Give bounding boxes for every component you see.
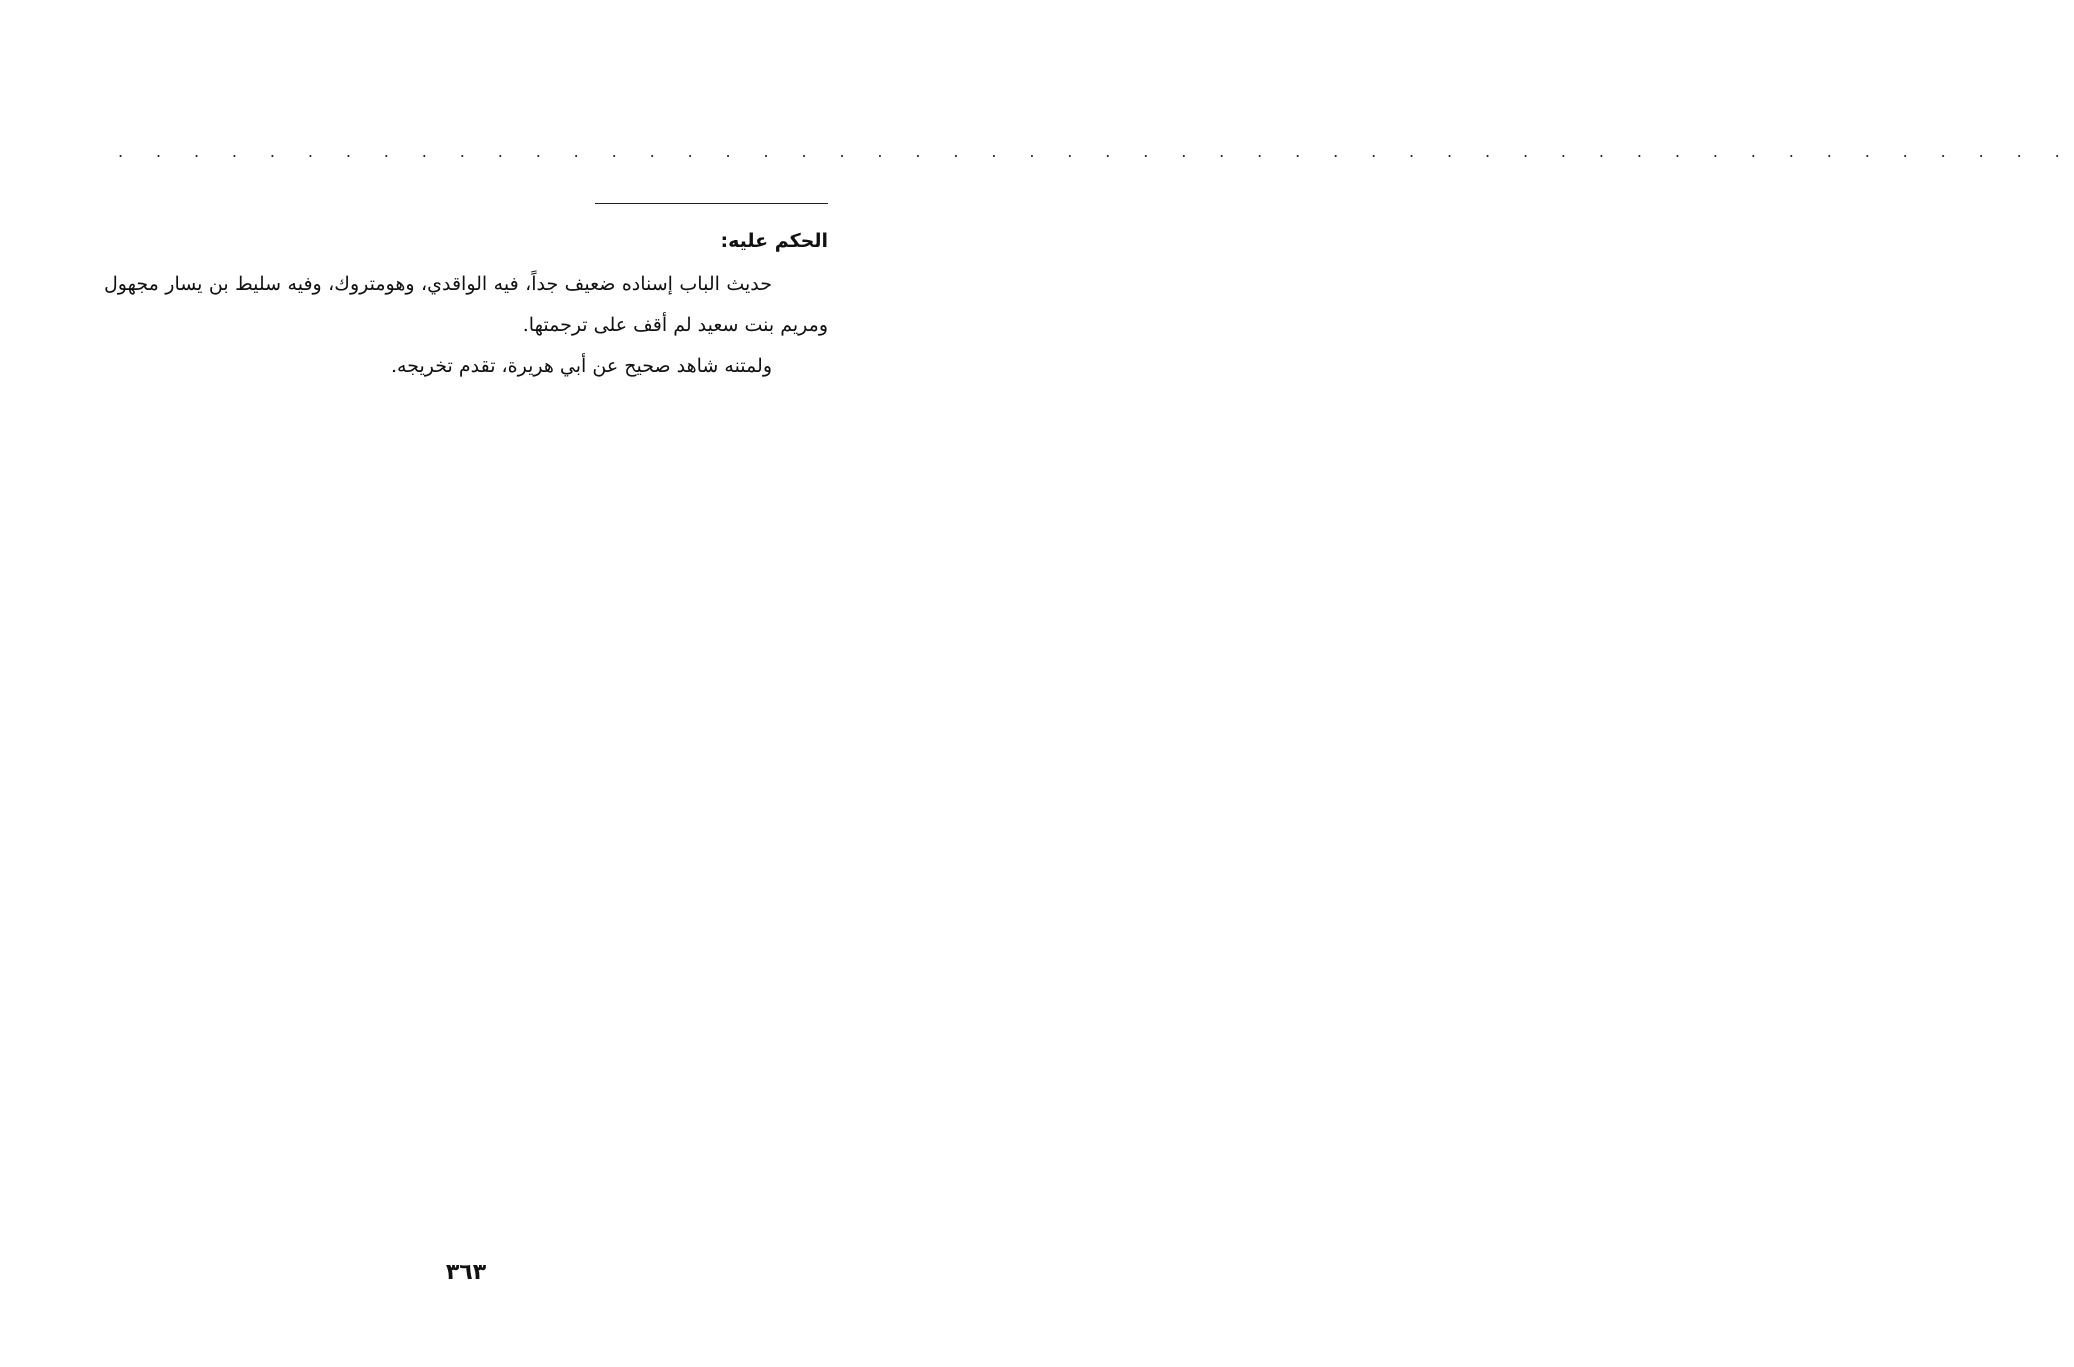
dotted-separator: . . . . . . . . . . . . . . . . . . . . . . . . . . . . . . . . . . . . . . . . . . . . . . . . . . . . bbox=[118, 142, 2074, 161]
footnote-rule bbox=[595, 203, 828, 204]
page-number: ٣٦٣ bbox=[445, 1260, 487, 1285]
section-heading: الحكم عليه: bbox=[720, 230, 828, 252]
paragraph-witness: ولمتنه شاهد صحيح عن أبي هريرة، تقدم تخريجه. bbox=[391, 355, 772, 377]
paragraph-ruling: حديث الباب إسناده ضعيف جداً، فيه الواقدي، وهومتروك، وفيه سليط بن يسار مجهول ومريم بنت سعيد لم أقف على ترجمتها. bbox=[104, 273, 828, 336]
